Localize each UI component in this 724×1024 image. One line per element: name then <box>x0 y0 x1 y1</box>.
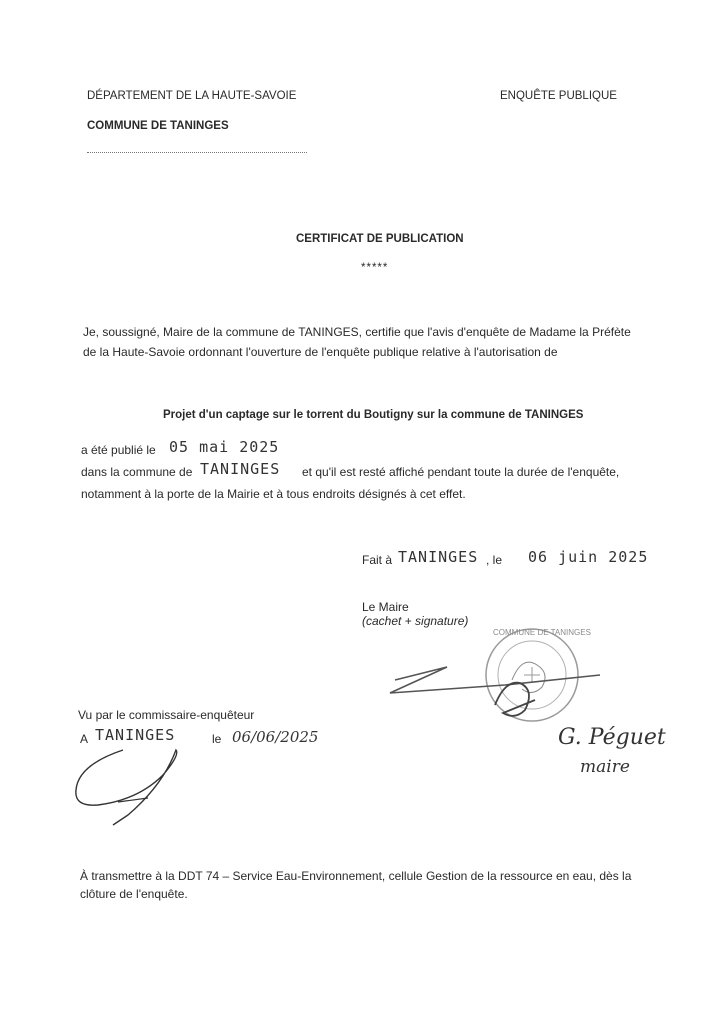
commune-suffix: et qu'il est resté affiché pendant toute la durée de l'enquête, <box>302 465 620 479</box>
maire-sub: (cachet + signature) <box>362 614 469 628</box>
commissaire-label: Vu par le commissaire-enquêteur <box>78 708 255 722</box>
published-date-handwritten: 05 mai 2025 <box>169 438 280 456</box>
certificate-title: CERTIFICAT DE PUBLICATION <box>296 233 464 245</box>
maire-label: Le Maire <box>362 600 409 614</box>
fait-place-handwritten: TANINGES <box>398 548 479 566</box>
footer-line-2: clôture de l'enquête. <box>80 887 188 901</box>
commissaire-place-handwritten: TANINGES <box>95 726 176 744</box>
commune-handwritten: TANINGES <box>200 460 281 478</box>
fait-le: , le <box>486 553 503 567</box>
body-line-1: Je, soussigné, Maire de la commune de TANINGES, certifie que l'avis d'enquête de Madame la Préfète <box>83 325 631 339</box>
department-header: DÉPARTEMENT DE LA HAUTE-SAVOIE <box>87 90 297 102</box>
commissaire-a: A <box>80 732 89 746</box>
header-divider <box>87 152 307 153</box>
commissaire-signature <box>68 745 198 835</box>
commune-label: dans la commune de <box>81 465 193 479</box>
body-line-2: de la Haute-Savoie ordonnant l'ouverture de l'enquête publique relative à l'autorisation de <box>83 345 558 359</box>
fait-label: Fait à <box>362 553 393 567</box>
fait-date-handwritten: 06 juin 2025 <box>528 548 649 566</box>
commissaire-date-handwritten: 06/06/2025 <box>232 728 319 746</box>
footer-line-1: À transmettre à la DDT 74 – Service Eau-Environnement, cellule Gestion de la ressource en eau, dès la <box>80 869 632 883</box>
project-title: Projet d'un captage sur le torrent du Boutigny sur la commune de TANINGES <box>163 409 584 421</box>
maire-signature-title: maire <box>580 757 630 777</box>
published-label: a été publié le <box>81 443 156 457</box>
title-stars: ***** <box>361 262 389 274</box>
commune-header: COMMUNE DE TANINGES <box>87 120 229 132</box>
maire-signature-name: G. Péguet <box>558 725 666 750</box>
body-line-notamment: notamment à la porte de la Mairie et à tous endroits désignés à cet effet. <box>81 487 466 501</box>
maire-signature <box>385 655 605 735</box>
enquete-header: ENQUÊTE PUBLIQUE <box>500 90 617 102</box>
stamp-text: COMMUNE DE TANINGES <box>493 628 591 637</box>
commissaire-le: le <box>212 732 222 746</box>
